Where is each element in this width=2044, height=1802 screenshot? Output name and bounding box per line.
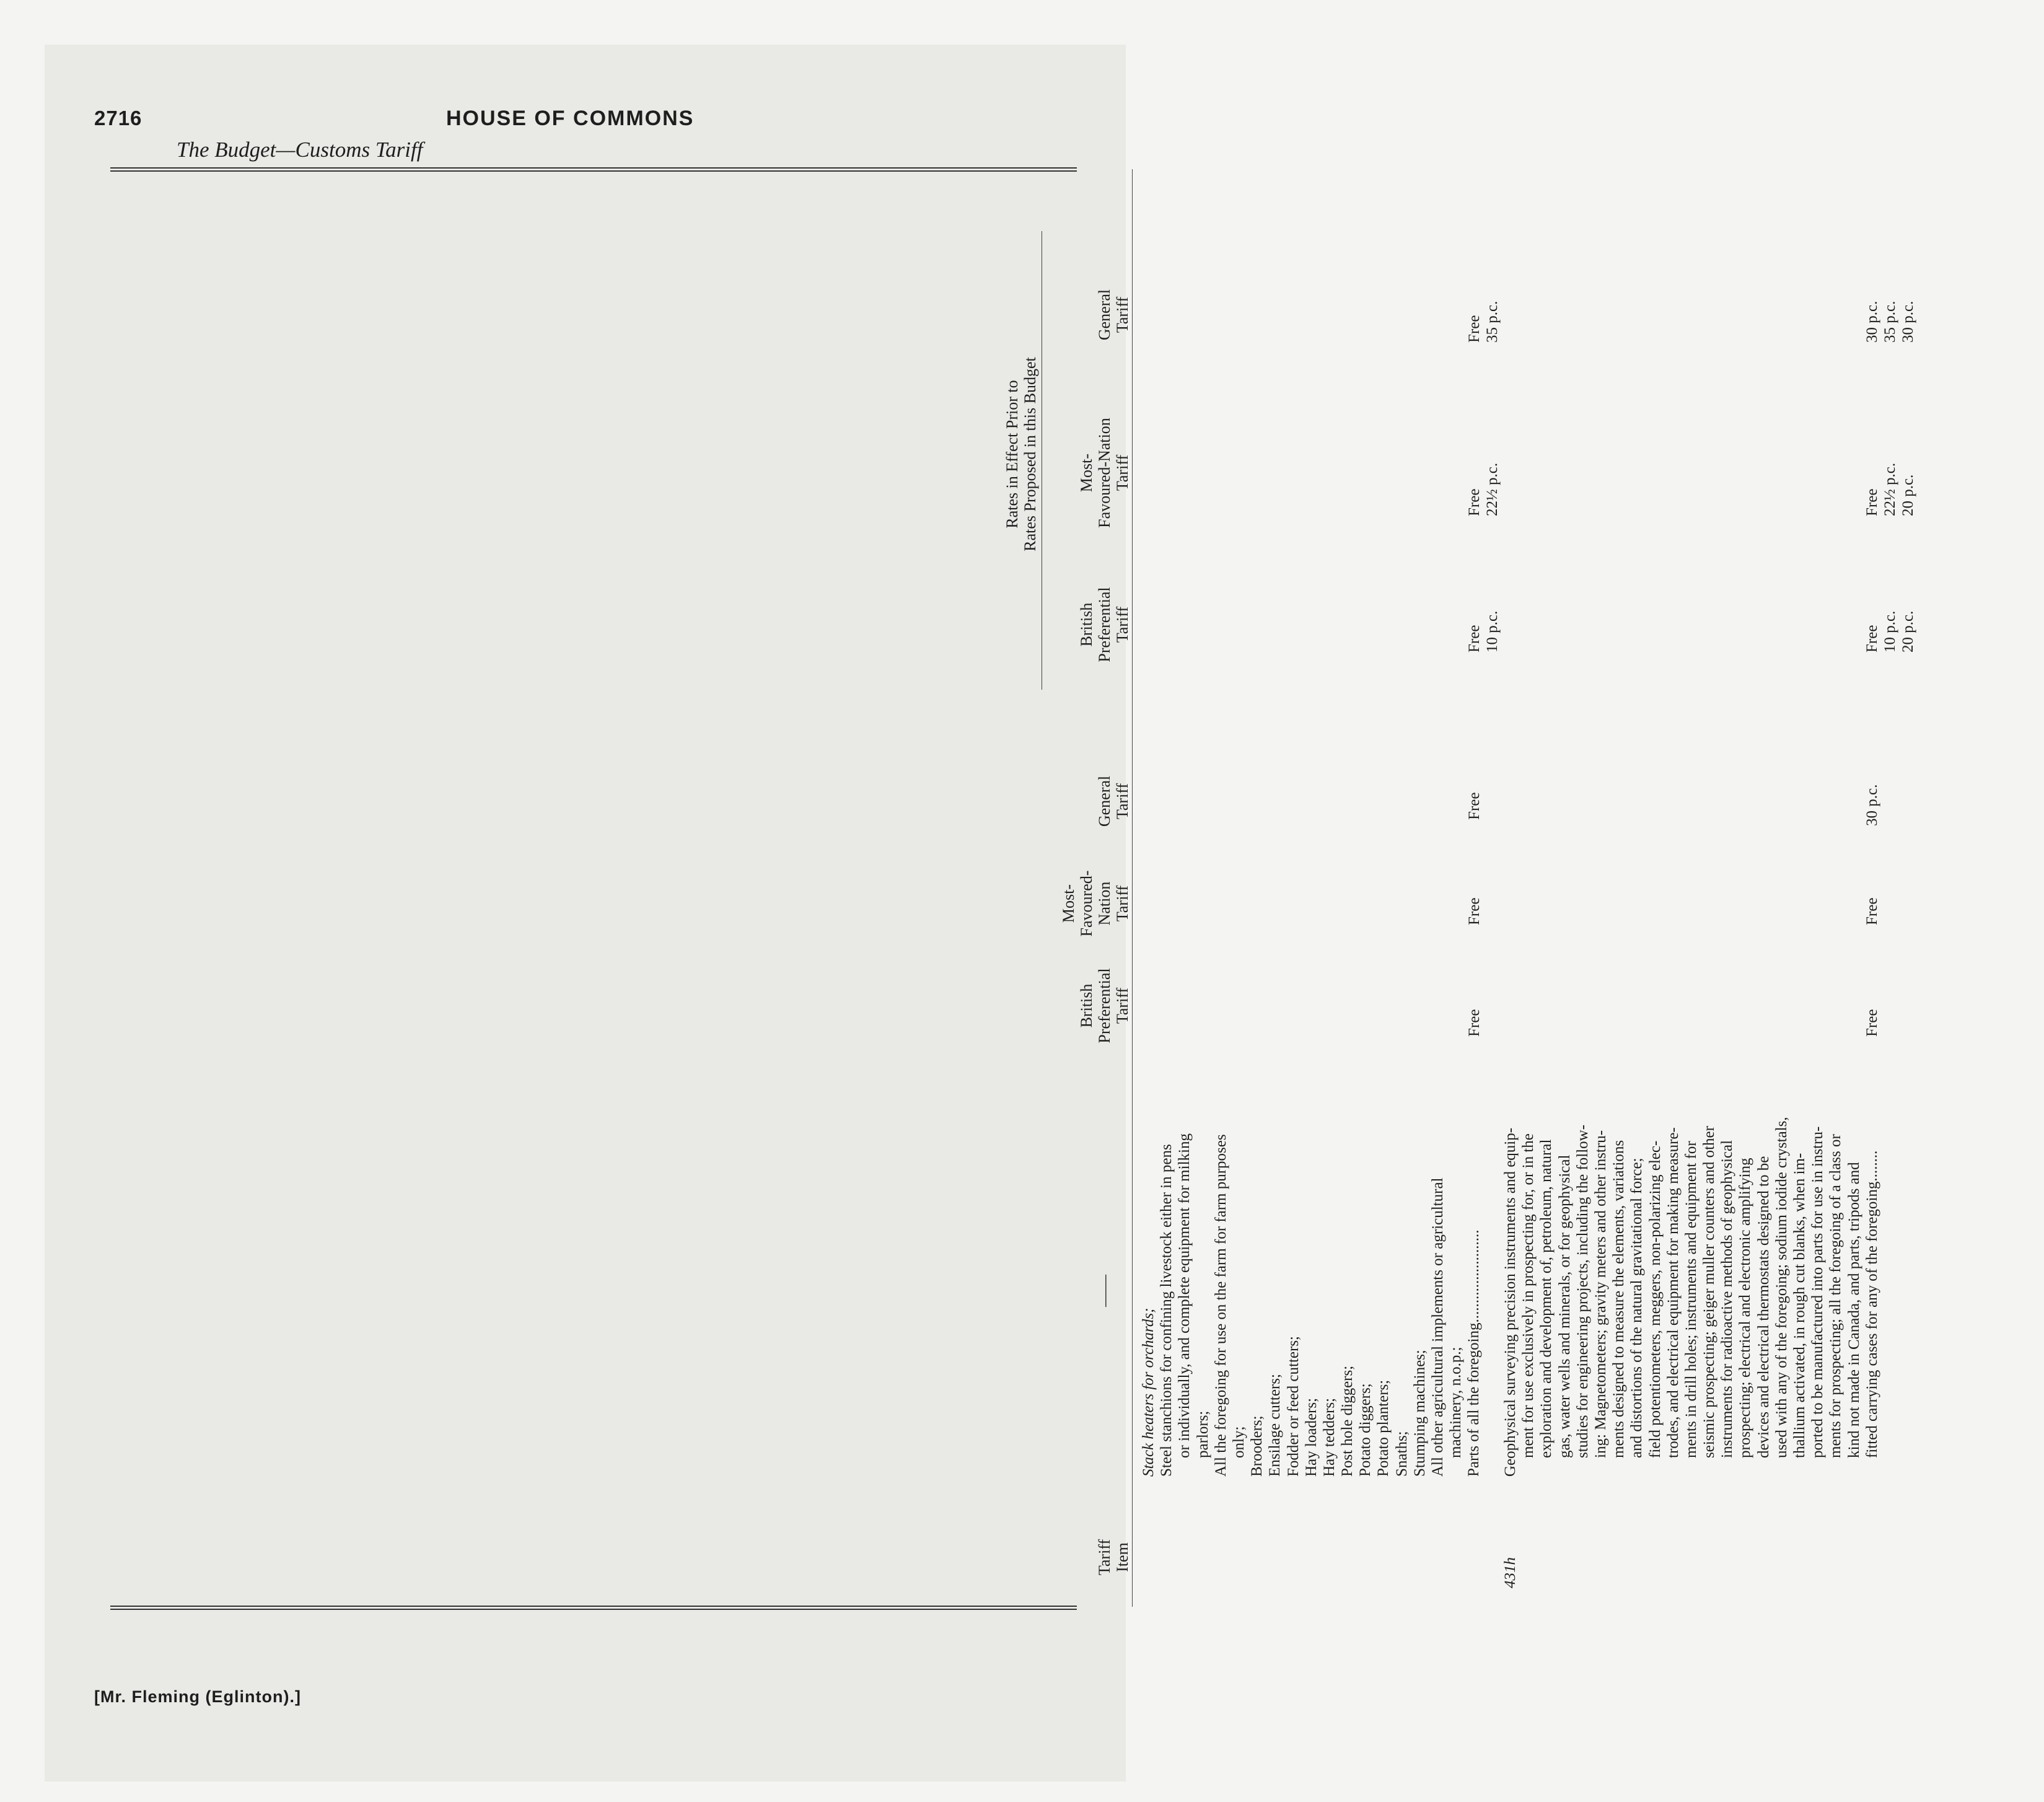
scanned-page bbox=[45, 45, 1126, 1782]
header-line: Favoured- bbox=[1077, 870, 1095, 937]
description-line: Brooders; bbox=[1248, 1415, 1266, 1477]
description-line: ment for use exclusively in prospecting for, or in the bbox=[1520, 1133, 1537, 1458]
description-line: Potato planters; bbox=[1375, 1379, 1392, 1477]
description-line: Post hole diggers; bbox=[1339, 1365, 1356, 1477]
header-line: British bbox=[1077, 983, 1095, 1028]
description-line: ments in drill holes; instruments and equipment for bbox=[1682, 1141, 1700, 1458]
header-bottom-rule bbox=[1132, 169, 1133, 1607]
rate-line: 20 p.c. bbox=[1900, 474, 1917, 516]
header-line: Favoured-Nation bbox=[1095, 418, 1113, 528]
entry2-old-general-rates bbox=[1863, 301, 1918, 343]
description-line: trodes, and electrical equipment for making measure- bbox=[1664, 1127, 1682, 1458]
rate-line: 22½ p.c. bbox=[1882, 462, 1899, 516]
header-line: Tariff bbox=[1095, 1539, 1113, 1576]
entry2-old-mfn-rates bbox=[1863, 463, 1918, 516]
speaker-attribution: [Mr. Fleming (Eglinton).] bbox=[94, 1687, 301, 1706]
rate-line: Free bbox=[1466, 625, 1483, 653]
header-old-general bbox=[1095, 271, 1131, 358]
description-line: machinery, n.o.p.; bbox=[1447, 1347, 1465, 1458]
description-line: Hay loaders; bbox=[1302, 1397, 1320, 1477]
header-new-british-preferential bbox=[1077, 953, 1131, 1058]
entry2-old-british-rates bbox=[1863, 611, 1918, 653]
header-line: Tariff bbox=[1113, 987, 1131, 1024]
header-description-dash: —— bbox=[1095, 1275, 1113, 1307]
entry1-new-british-rate: Free bbox=[1466, 1009, 1483, 1037]
header-line: Preferential bbox=[1095, 968, 1113, 1044]
header-line: General bbox=[1095, 289, 1113, 341]
rate-line: 35 p.c. bbox=[1484, 301, 1501, 343]
header-line: General bbox=[1095, 775, 1113, 827]
description-line: Fodder or feed cutters; bbox=[1284, 1335, 1302, 1477]
description-line-last bbox=[1465, 1031, 1483, 1477]
description-line: devices and electrical thermostats designed to be bbox=[1755, 1156, 1772, 1458]
header-line: Rates in Effect Prior to bbox=[1003, 380, 1021, 529]
description-line: field potentiometers, meggers, non-polarizing elec- bbox=[1646, 1140, 1664, 1458]
header-line: Tariff bbox=[1113, 885, 1131, 922]
entry1-new-mfn-rate: Free bbox=[1466, 897, 1483, 925]
description-line: Stumping machines; bbox=[1411, 1350, 1428, 1477]
description-line: ing: Magnetometers; gravity meters and other instru- bbox=[1592, 1130, 1609, 1458]
header-line: Most- bbox=[1077, 453, 1095, 493]
header-line: Item bbox=[1113, 1542, 1131, 1572]
description-line: used with any of the foregoing; sodium iodide crystals, bbox=[1773, 1117, 1790, 1458]
entry2-new-general-rate: 30 p.c. bbox=[1864, 784, 1880, 826]
table-bottom-rule-2 bbox=[110, 1609, 1077, 1610]
description-line: Ensilage cutters; bbox=[1266, 1374, 1284, 1477]
description-line-last bbox=[1863, 1031, 1881, 1477]
header-old-most-favoured-nation bbox=[1077, 411, 1131, 535]
header-old-british-preferential bbox=[1077, 572, 1131, 677]
description-line: seismic prospecting; geiger muller counters and other bbox=[1701, 1126, 1718, 1458]
description-line: or individually, and complete equipment for milking bbox=[1176, 1133, 1193, 1458]
description-line: All other agricultural implements or agricultural bbox=[1429, 1177, 1446, 1477]
description-line: exploration and development of, petroleum, natural bbox=[1538, 1139, 1555, 1458]
dot-leader: ........................ bbox=[1465, 1229, 1483, 1323]
rate-line: 10 p.c. bbox=[1882, 610, 1899, 653]
description-line: thallium activated, in rough cut blanks, when im- bbox=[1791, 1153, 1808, 1458]
description-text: Parts of all the foregoing bbox=[1465, 1322, 1483, 1477]
description-line: only; bbox=[1230, 1426, 1247, 1458]
rate-line: 35 p.c. bbox=[1882, 301, 1899, 343]
header-line: Preferential bbox=[1095, 587, 1113, 662]
header-line: Tariff bbox=[1113, 296, 1131, 333]
header-line: British bbox=[1077, 602, 1095, 647]
entry1-old-british-rates bbox=[1465, 611, 1501, 653]
description-line: ported to be manufactured into parts for use in instru- bbox=[1809, 1126, 1827, 1458]
rate-line: Free bbox=[1864, 488, 1880, 516]
description-line: Hay tedders; bbox=[1320, 1397, 1338, 1477]
description-line: Stack heaters for orchards; bbox=[1140, 1308, 1157, 1477]
description-line: All the foregoing for use on the farm for farm purposes bbox=[1212, 1134, 1229, 1477]
rate-line: 30 p.c. bbox=[1864, 301, 1880, 343]
description-line: instruments for radioactive methods of geophysical bbox=[1719, 1140, 1736, 1458]
rotated-tariff-table bbox=[1003, 169, 2044, 1607]
entry1-old-general-rates bbox=[1465, 301, 1501, 343]
description-line: Snaths; bbox=[1393, 1431, 1410, 1477]
entry1-old-mfn-rates bbox=[1465, 463, 1501, 516]
rate-line: 22½ p.c. bbox=[1484, 462, 1501, 516]
header-line: Tariff bbox=[1113, 606, 1131, 643]
page-header: HOUSE OF COMMONS bbox=[446, 107, 695, 130]
description-line: and distortions of the natural gravitational force; bbox=[1628, 1158, 1646, 1458]
description-line: ments for prospecting; all the foregoing of a class or bbox=[1827, 1134, 1844, 1458]
table-top-rule bbox=[110, 167, 1077, 169]
description-line: Steel stanchions for confining livestock either in pens bbox=[1158, 1144, 1175, 1477]
rate-line: 30 p.c. bbox=[1900, 301, 1917, 343]
entry2-new-british-rate: Free bbox=[1864, 1009, 1880, 1037]
entry-geophysical-description bbox=[1501, 1031, 1881, 1477]
description-line: Geophysical surveying precision instruments and equip- bbox=[1502, 1127, 1519, 1477]
description-line: ments designed to measure the elements, variations bbox=[1610, 1140, 1628, 1458]
rate-line: Free bbox=[1466, 488, 1483, 516]
header-tariff-item bbox=[1095, 1520, 1131, 1594]
description-line: parlors; bbox=[1194, 1410, 1211, 1458]
page-number: 2716 bbox=[94, 107, 143, 130]
rate-line: 10 p.c. bbox=[1484, 610, 1501, 653]
table-bottom-rule bbox=[110, 1606, 1077, 1607]
header-line: Nation bbox=[1095, 881, 1113, 926]
description-line: gas, water wells and minerals, or for geophysical bbox=[1556, 1154, 1573, 1458]
rate-line: Free bbox=[1466, 315, 1483, 343]
description-line: prospecting; electrical and electronic amplifying bbox=[1737, 1158, 1754, 1458]
description-text: fitted carrying cases for any of the foregoing bbox=[1863, 1181, 1880, 1458]
description-line: studies for engineering projects, including the follow- bbox=[1574, 1124, 1591, 1458]
description-line: kind not made in Canada, and parts, tripods and bbox=[1845, 1162, 1862, 1458]
header-line: Tariff bbox=[1113, 783, 1131, 820]
entry2-new-mfn-rate: Free bbox=[1864, 897, 1880, 925]
header-line: Most- bbox=[1059, 884, 1077, 923]
table-top-rule-2 bbox=[110, 170, 1077, 172]
header-prior-rates-group bbox=[1003, 231, 1039, 677]
header-new-most-favoured-nation bbox=[1059, 860, 1131, 947]
rate-line: 20 p.c. bbox=[1900, 610, 1917, 653]
tariff-item-number: 431h bbox=[1502, 1557, 1519, 1588]
header-line: Rates Proposed in this Budget bbox=[1021, 357, 1039, 552]
dot-leader: ........ bbox=[1863, 1150, 1880, 1182]
entry-agricultural-description bbox=[1139, 1031, 1483, 1477]
entry1-new-general-rate: Free bbox=[1466, 792, 1483, 820]
header-new-general bbox=[1095, 758, 1131, 845]
section-title: The Budget—Customs Tariff bbox=[177, 138, 423, 162]
header-line: Tariff bbox=[1113, 454, 1131, 491]
description-line: Potato diggers; bbox=[1357, 1383, 1374, 1477]
rate-line: Free bbox=[1864, 625, 1880, 653]
